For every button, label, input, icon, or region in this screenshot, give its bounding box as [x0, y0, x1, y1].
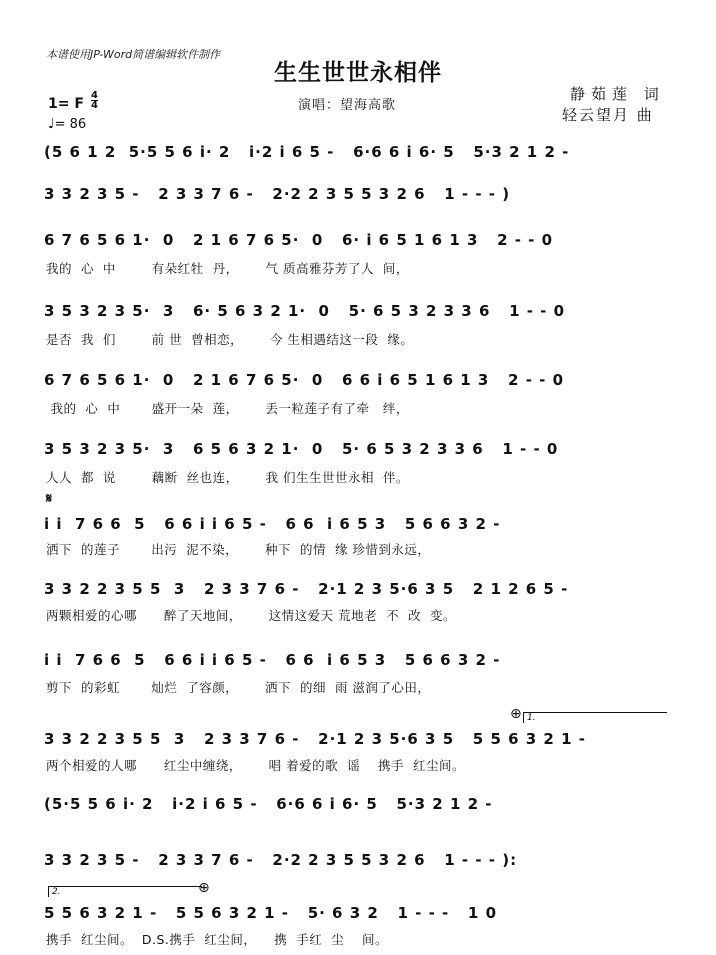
lyrics-line: 是否 我 们 前 世 曾相恋， 今 生相遇结这一段 缘。: [46, 332, 414, 347]
notes-line: 3 5 3 2 3 5· 3 6· 5 6 3 2 1· 0 5· 6 5 3 2 3 3 6 1 - - 0: [44, 302, 566, 320]
tempo: [48, 116, 86, 132]
lyrics-line: 我的 心 中 有朵红牡 丹， 气 质高雅芬芳了人 间，: [46, 261, 409, 276]
volta-2-label: 2.: [52, 887, 61, 897]
quarter-note-icon: ♩: [48, 116, 55, 132]
lyrics-line: 洒下 的莲子 出污 泥不染， 种下 的情 缘 珍惜到永远，: [46, 542, 431, 557]
score-system-8: [44, 580, 676, 604]
notes-line: i i 7 6 6 5 6 6 i i 6 5 - 6 6 i 6 5 3 5 6 6 3 2 -: [44, 515, 501, 533]
lyricist: 静茹莲 词: [570, 85, 665, 103]
notes-line: 5 5 6 3 2 1 - 5 5 6 3 2 1 - 5· 6 3 2 1 - - - 1 0: [44, 904, 498, 922]
composer: 轻云望月 曲: [562, 106, 654, 124]
lyrics-line: 人人 都 说 藕断 丝也连， 我 们生生世世永相 伴。: [46, 470, 409, 485]
coda-mark-2: ⊕: [198, 880, 210, 896]
segno-mark: 𝄋: [46, 491, 53, 507]
coda-mark: ⊕: [510, 706, 522, 722]
notes-line: 3 3 2 3 5 - 2 3 3 7 6 - 2·2 2 3 5 5 3 2 6 1 - - - ):: [44, 851, 518, 869]
time-signature: [91, 91, 98, 110]
score-system-3: [44, 231, 676, 255]
notes-line: 6 7 6 5 6 1· 0 2 1 6 7 6 5· 0 6· i 6 5 1 6 1 3 2 - - 0: [44, 231, 554, 249]
lyrics-line: 两个相爱的人哪 红尘中缠绕， 唱 着爱的歌 谣 携手 红尘间。: [46, 758, 465, 773]
notes-line: (5·5 5 6 i· 2 i·2 i 6 5 - 6·6 6 i 6· 5 5·3 2 1 2 -: [44, 795, 493, 813]
notes-line: (5 6 1 2 5·5 5 6 i· 2 i·2 i 6 5 - 6·6 6 i 6· 5 5·3 2 1 2 -: [44, 143, 570, 161]
score-system-5: [44, 371, 676, 395]
software-note: 本谱使用JP-Word简谱编辑软件制作: [46, 48, 221, 61]
score-system-13: [44, 904, 676, 928]
score-system-10: [44, 730, 676, 754]
lyrics-line: 剪下 的彩虹 灿烂 了容颜， 洒下 的细 雨 滋润了心田，: [46, 680, 431, 695]
notes-line: 3 3 2 2 3 5 5 3 2 3 3 7 6 - 2·1 2 3 5·6 3 5 5 5 6 3 2 1 -: [44, 730, 586, 748]
volta-2-bracket: [48, 886, 202, 897]
time-denominator: 4: [91, 100, 98, 111]
volta-1-bracket: [523, 712, 667, 723]
lyrics-line: 两颗相爱的心哪 醉了天地间， 这情这爱天 荒地老 不 改 变。: [46, 608, 456, 623]
time-numerator: 4: [91, 90, 98, 101]
notes-line: 3 5 3 2 3 5· 3 6 5 6 3 2 1· 0 5· 6 5 3 2 3 3 6 1 - - 0: [44, 440, 559, 458]
notes-line: 6 7 6 5 6 1· 0 2 1 6 7 6 5· 0 6 6 i 6 5 1 6 1 3 2 - - 0: [44, 371, 565, 389]
tempo-value: = 86: [54, 117, 87, 132]
song-title: 生生世世永相伴: [274, 60, 442, 86]
lyrics-line: 我的 心 中 盛开一朵 莲， 丢一粒莲子有了牵 绊，: [46, 401, 409, 416]
score-system-6: [44, 440, 676, 464]
volta-1-label: 1.: [527, 713, 536, 723]
score-system-9: [44, 651, 676, 675]
score-system-1: [44, 143, 676, 167]
lyrics-line: 携手 红尘间。 D.S.携手 红尘间， 携 手红 尘 间。: [46, 932, 389, 947]
notes-line: i i 7 6 6 5 6 6 i i 6 5 - 6 6 i 6 5 3 5 6 6 3 2 -: [44, 651, 501, 669]
key-signature: 1= F: [48, 96, 84, 112]
score-system-11: [44, 795, 676, 819]
score-system-7: [44, 515, 676, 539]
singer: 演唱：望海高歌: [298, 98, 397, 113]
score-system-12: [44, 851, 676, 875]
notes-line: 3 3 2 3 5 - 2 3 3 7 6 - 2·2 2 3 5 5 3 2 6 1 - - - ): [44, 185, 511, 203]
notes-line: 3 3 2 2 3 5 5 3 2 3 3 7 6 - 2·1 2 3 5·6 3 5 2 1 2 6 5 -: [44, 580, 569, 598]
score-system-4: [44, 302, 676, 326]
score-system-2: [44, 185, 676, 209]
